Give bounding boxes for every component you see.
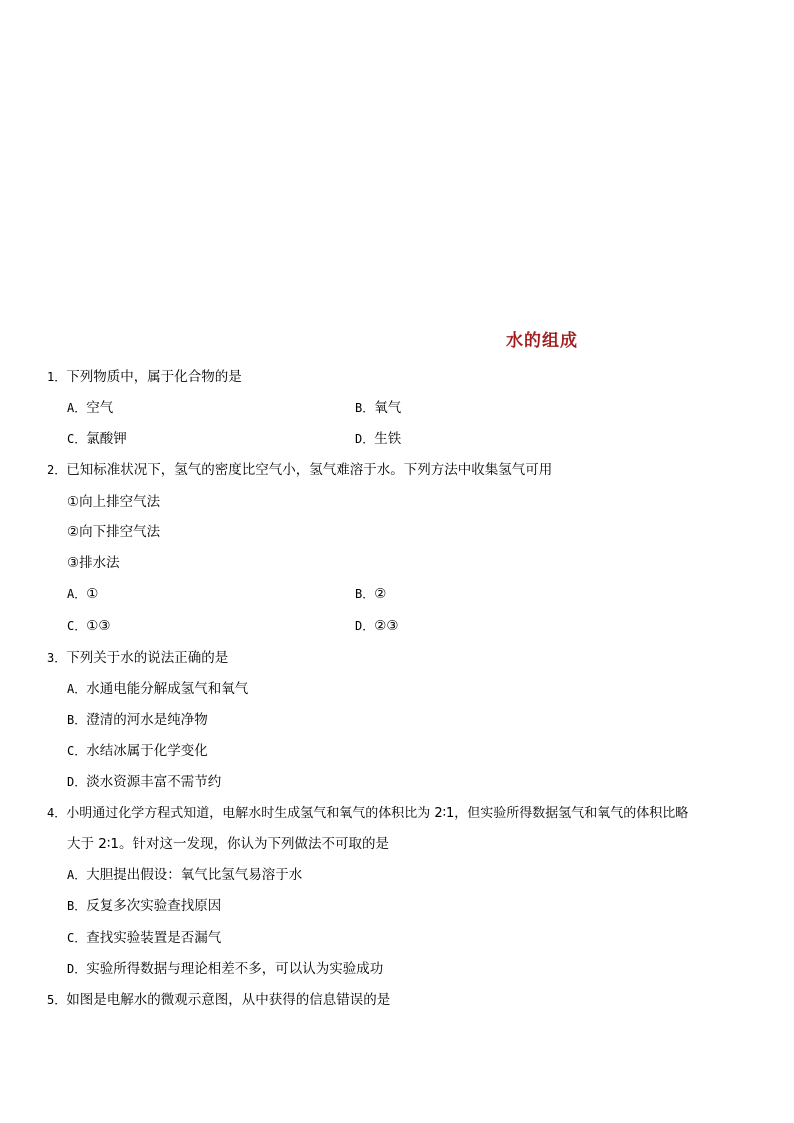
q2-option-d bbox=[355, 616, 398, 636]
question-number: 3． bbox=[47, 651, 67, 665]
question-text: 下列物质中，属于化合物的是 bbox=[66, 369, 242, 385]
question-text: 小明通过化学方程式知道，电解水时生成氢气和氧气的体积比为 2∶1，但实验所得数据氢气和氧气的体积比略 bbox=[66, 806, 689, 821]
option-letter: C． bbox=[67, 744, 87, 758]
q4-option-b bbox=[67, 896, 221, 916]
option-text: 大胆提出假设：氧气比氢气易溶于水 bbox=[86, 867, 303, 883]
question-number: 4． bbox=[47, 806, 67, 820]
question-3-stem bbox=[47, 648, 228, 668]
q1-option-c bbox=[67, 429, 127, 449]
option-letter: A． bbox=[67, 868, 87, 882]
question-text: 如图是电解水的微观示意图，从中获得的信息错误的是 bbox=[66, 992, 391, 1008]
option-text: 空气 bbox=[86, 400, 114, 416]
question-4-stem-continued: 大于 2∶1。针对这一发现，你认为下列做法不可取的是 bbox=[67, 836, 389, 852]
option-text: 生铁 bbox=[374, 431, 402, 447]
q1-option-b bbox=[355, 398, 401, 418]
option-letter: C． bbox=[67, 619, 87, 633]
option-text: ① bbox=[86, 586, 99, 602]
question-text: 已知标准状况下，氢气的密度比空气小，氢气难溶于水。下列方法中收集氢气可用 bbox=[66, 462, 553, 478]
q4-option-d bbox=[67, 959, 383, 979]
option-text: ①③ bbox=[86, 618, 111, 634]
q2-option-b bbox=[355, 584, 386, 604]
q2-item-3: ③排水法 bbox=[67, 555, 120, 571]
question-2-stem bbox=[47, 460, 552, 480]
option-letter: D． bbox=[67, 962, 87, 976]
option-letter: A． bbox=[67, 401, 87, 415]
q4-option-c bbox=[67, 928, 221, 948]
option-letter: C． bbox=[67, 931, 87, 945]
q3-option-c bbox=[67, 741, 208, 761]
q2-item-2: ②向下排空气法 bbox=[67, 524, 161, 540]
question-4-stem bbox=[47, 803, 688, 824]
q2-option-c bbox=[67, 616, 110, 636]
option-text: 实验所得数据与理论相差不多，可以认为实验成功 bbox=[86, 961, 384, 977]
option-text: 反复多次实验查找原因 bbox=[86, 898, 222, 914]
option-letter: B． bbox=[355, 401, 375, 415]
question-text: 下列关于水的说法正确的是 bbox=[66, 650, 229, 666]
option-text: ② bbox=[374, 586, 387, 602]
q1-option-d bbox=[355, 429, 401, 449]
question-number: 5． bbox=[47, 993, 67, 1007]
option-letter: C． bbox=[67, 432, 87, 446]
question-number: 2． bbox=[47, 463, 67, 477]
option-letter: A． bbox=[67, 587, 87, 601]
q1-option-a bbox=[67, 398, 113, 418]
option-text: 水结冰属于化学变化 bbox=[86, 743, 208, 759]
q2-item-1: ①向上排空气法 bbox=[67, 494, 161, 510]
option-letter: A． bbox=[67, 682, 87, 696]
option-letter: B． bbox=[67, 713, 87, 727]
option-text: 水通电能分解成氢气和氧气 bbox=[86, 681, 249, 697]
question-number: 1． bbox=[47, 370, 67, 384]
option-text: ②③ bbox=[374, 618, 399, 634]
page-title: 水的组成 bbox=[506, 331, 578, 351]
q4-option-a bbox=[67, 865, 302, 885]
option-text: 澄清的河水是纯净物 bbox=[86, 712, 208, 728]
option-text: 氯酸钾 bbox=[86, 431, 127, 447]
question-5-stem bbox=[47, 990, 390, 1010]
option-letter: B． bbox=[355, 587, 375, 601]
option-text: 氧气 bbox=[374, 400, 402, 416]
q3-option-a bbox=[67, 679, 248, 699]
option-letter: D． bbox=[355, 619, 375, 633]
option-letter: B． bbox=[67, 899, 87, 913]
option-text: 淡水资源丰富不需节约 bbox=[86, 774, 222, 790]
q2-option-a bbox=[67, 584, 98, 604]
q3-option-d bbox=[67, 772, 221, 792]
q3-option-b bbox=[67, 710, 208, 730]
option-letter: D． bbox=[67, 775, 87, 789]
option-text: 查找实验装置是否漏气 bbox=[86, 930, 222, 946]
option-letter: D． bbox=[355, 432, 375, 446]
question-1-stem bbox=[47, 367, 242, 387]
